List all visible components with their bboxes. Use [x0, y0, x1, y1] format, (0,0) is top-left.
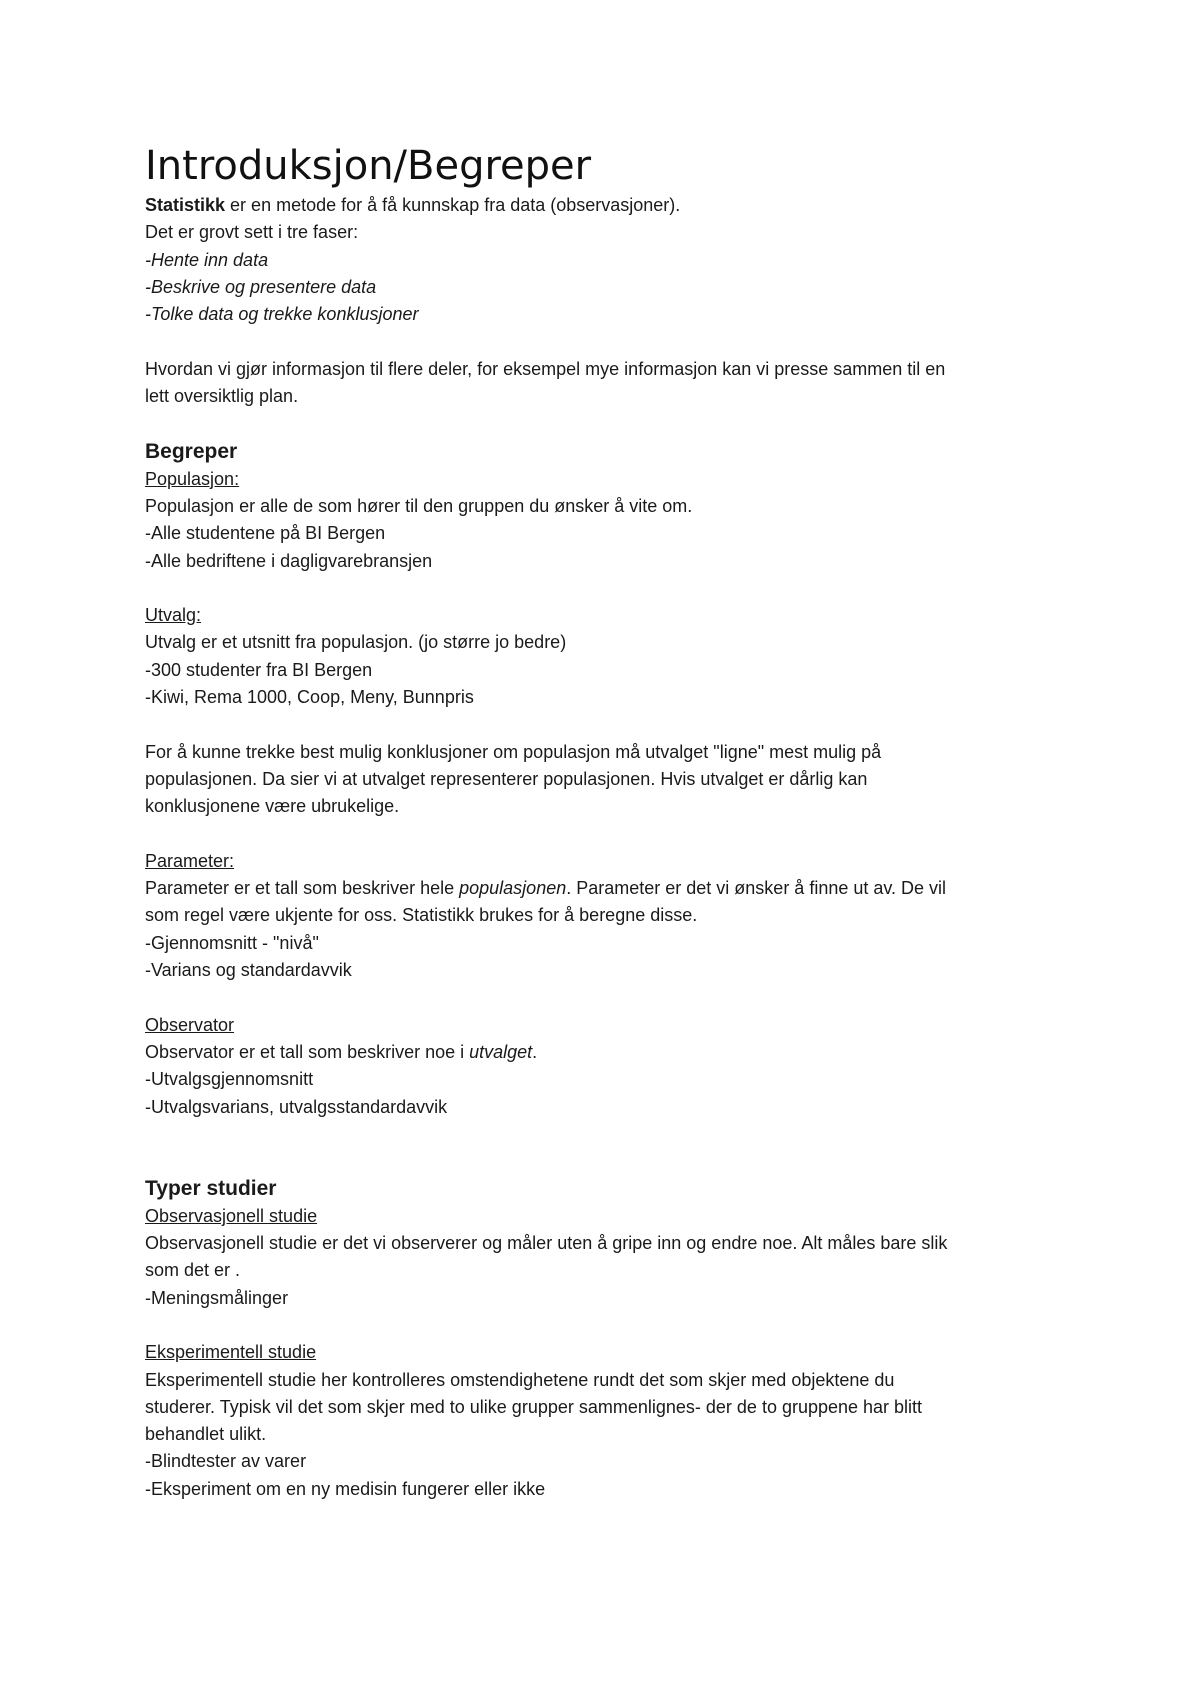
definition-text: Observator er et tall som beskriver noe i — [145, 1041, 470, 1062]
intro-line-1 — [145, 192, 1085, 219]
paragraph-line: behandlet ulikt. — [145, 1424, 267, 1445]
definition-emphasis: populasjonen — [459, 878, 567, 899]
section-heading-begreper: Begreper — [145, 439, 238, 463]
example-item: -Kiwi, Rema 1000, Coop, Meny, Bunnpris — [145, 687, 474, 708]
example-item: -Meningsmålinger — [145, 1287, 289, 1308]
phase-item: -Beskrive og presentere data — [145, 276, 377, 297]
term-definition — [145, 875, 1085, 902]
example-item: -Alle bedriftene i dagligvarebransjen — [145, 550, 433, 571]
paragraph-line: Eksperimentell studie her kontrolleres omstendighetene rundt det som skjer med objektene du — [145, 1369, 895, 1390]
intro-definition: er en metode for å få kunnskap fra data (observasjoner). — [225, 195, 681, 215]
term-definition — [145, 1039, 1085, 1066]
intro-paragraph-line: Hvordan vi gjør informasjon til flere deler, for eksempel mye informasjon kan vi presse sammen til en — [145, 358, 946, 379]
document-content — [145, 140, 1085, 1503]
example-item: -Gjennomsnitt - "nivå" — [145, 932, 319, 953]
paragraph-line: studerer. Typisk vil det som skjer med to ulike grupper sammenlignes- der de to gruppene har blitt — [145, 1396, 923, 1417]
example-item: -Varians og standardavvik — [145, 960, 352, 981]
example-item: -Alle studentene på BI Bergen — [145, 523, 386, 544]
term-label-populasjon: Populasjon: — [145, 468, 240, 489]
example-item: -Utvalgsvarians, utvalgsstandardavvik — [145, 1096, 448, 1117]
intro-line-2: Det er grovt sett i tre faser: — [145, 222, 359, 243]
example-item: -Utvalgsgjennomsnitt — [145, 1069, 314, 1090]
paragraph-line: som det er . — [145, 1260, 241, 1281]
paragraph-line: Observasjonell studie er det vi observerer og måler uten å gripe inn og endre noe. Alt måles bare slik — [145, 1233, 948, 1254]
definition-text: Parameter er et tall som beskriver hele — [145, 878, 460, 899]
page-title: Introduksjon/Begreper — [145, 143, 592, 189]
definition-emphasis: utvalget — [469, 1041, 533, 1062]
term-definition: Populasjon er alle de som hører til den gruppen du ønsker å vite om. — [145, 495, 693, 516]
definition-text: . — [532, 1041, 538, 1062]
paragraph-line: konklusjonene være ubrukelige. — [145, 796, 400, 817]
definition-text: . Parameter er det vi ønsker å finne ut av. De vil — [566, 878, 947, 899]
example-item: -Blindtester av varer — [145, 1451, 307, 1472]
example-item: -300 studenter fra BI Bergen — [145, 659, 373, 680]
term-label-utvalg: Utvalg: — [145, 605, 202, 626]
phase-item: -Tolke data og trekke konklusjoner — [145, 304, 419, 325]
term-definition: Utvalg er et utsnitt fra populasjon. (jo større jo bedre) — [145, 632, 567, 653]
term-label-eksperimentell: Eksperimentell studie — [145, 1342, 317, 1363]
section-heading-typer-studier: Typer studier — [145, 1176, 277, 1200]
term-label-parameter: Parameter: — [145, 850, 235, 871]
paragraph-line: For å kunne trekke best mulig konklusjoner om populasjon må utvalget "ligne" mest mulig på — [145, 741, 882, 762]
paragraph-line: populasjonen. Da sier vi at utvalget representerer populasjonen. Hvis utvalget er dårlig kan — [145, 768, 868, 789]
term-label-observator: Observator — [145, 1014, 235, 1035]
term-definition-cont: som regel være ukjente for oss. Statistikk brukes for å beregne disse. — [145, 905, 698, 926]
intro-term: Statistikk — [145, 195, 226, 215]
example-item: -Eksperiment om en ny medisin fungerer eller ikke — [145, 1478, 546, 1499]
phase-item: -Hente inn data — [145, 249, 269, 270]
term-label-observasjonell: Observasjonell studie — [145, 1205, 318, 1226]
intro-paragraph-line: lett oversiktlig plan. — [145, 386, 299, 407]
